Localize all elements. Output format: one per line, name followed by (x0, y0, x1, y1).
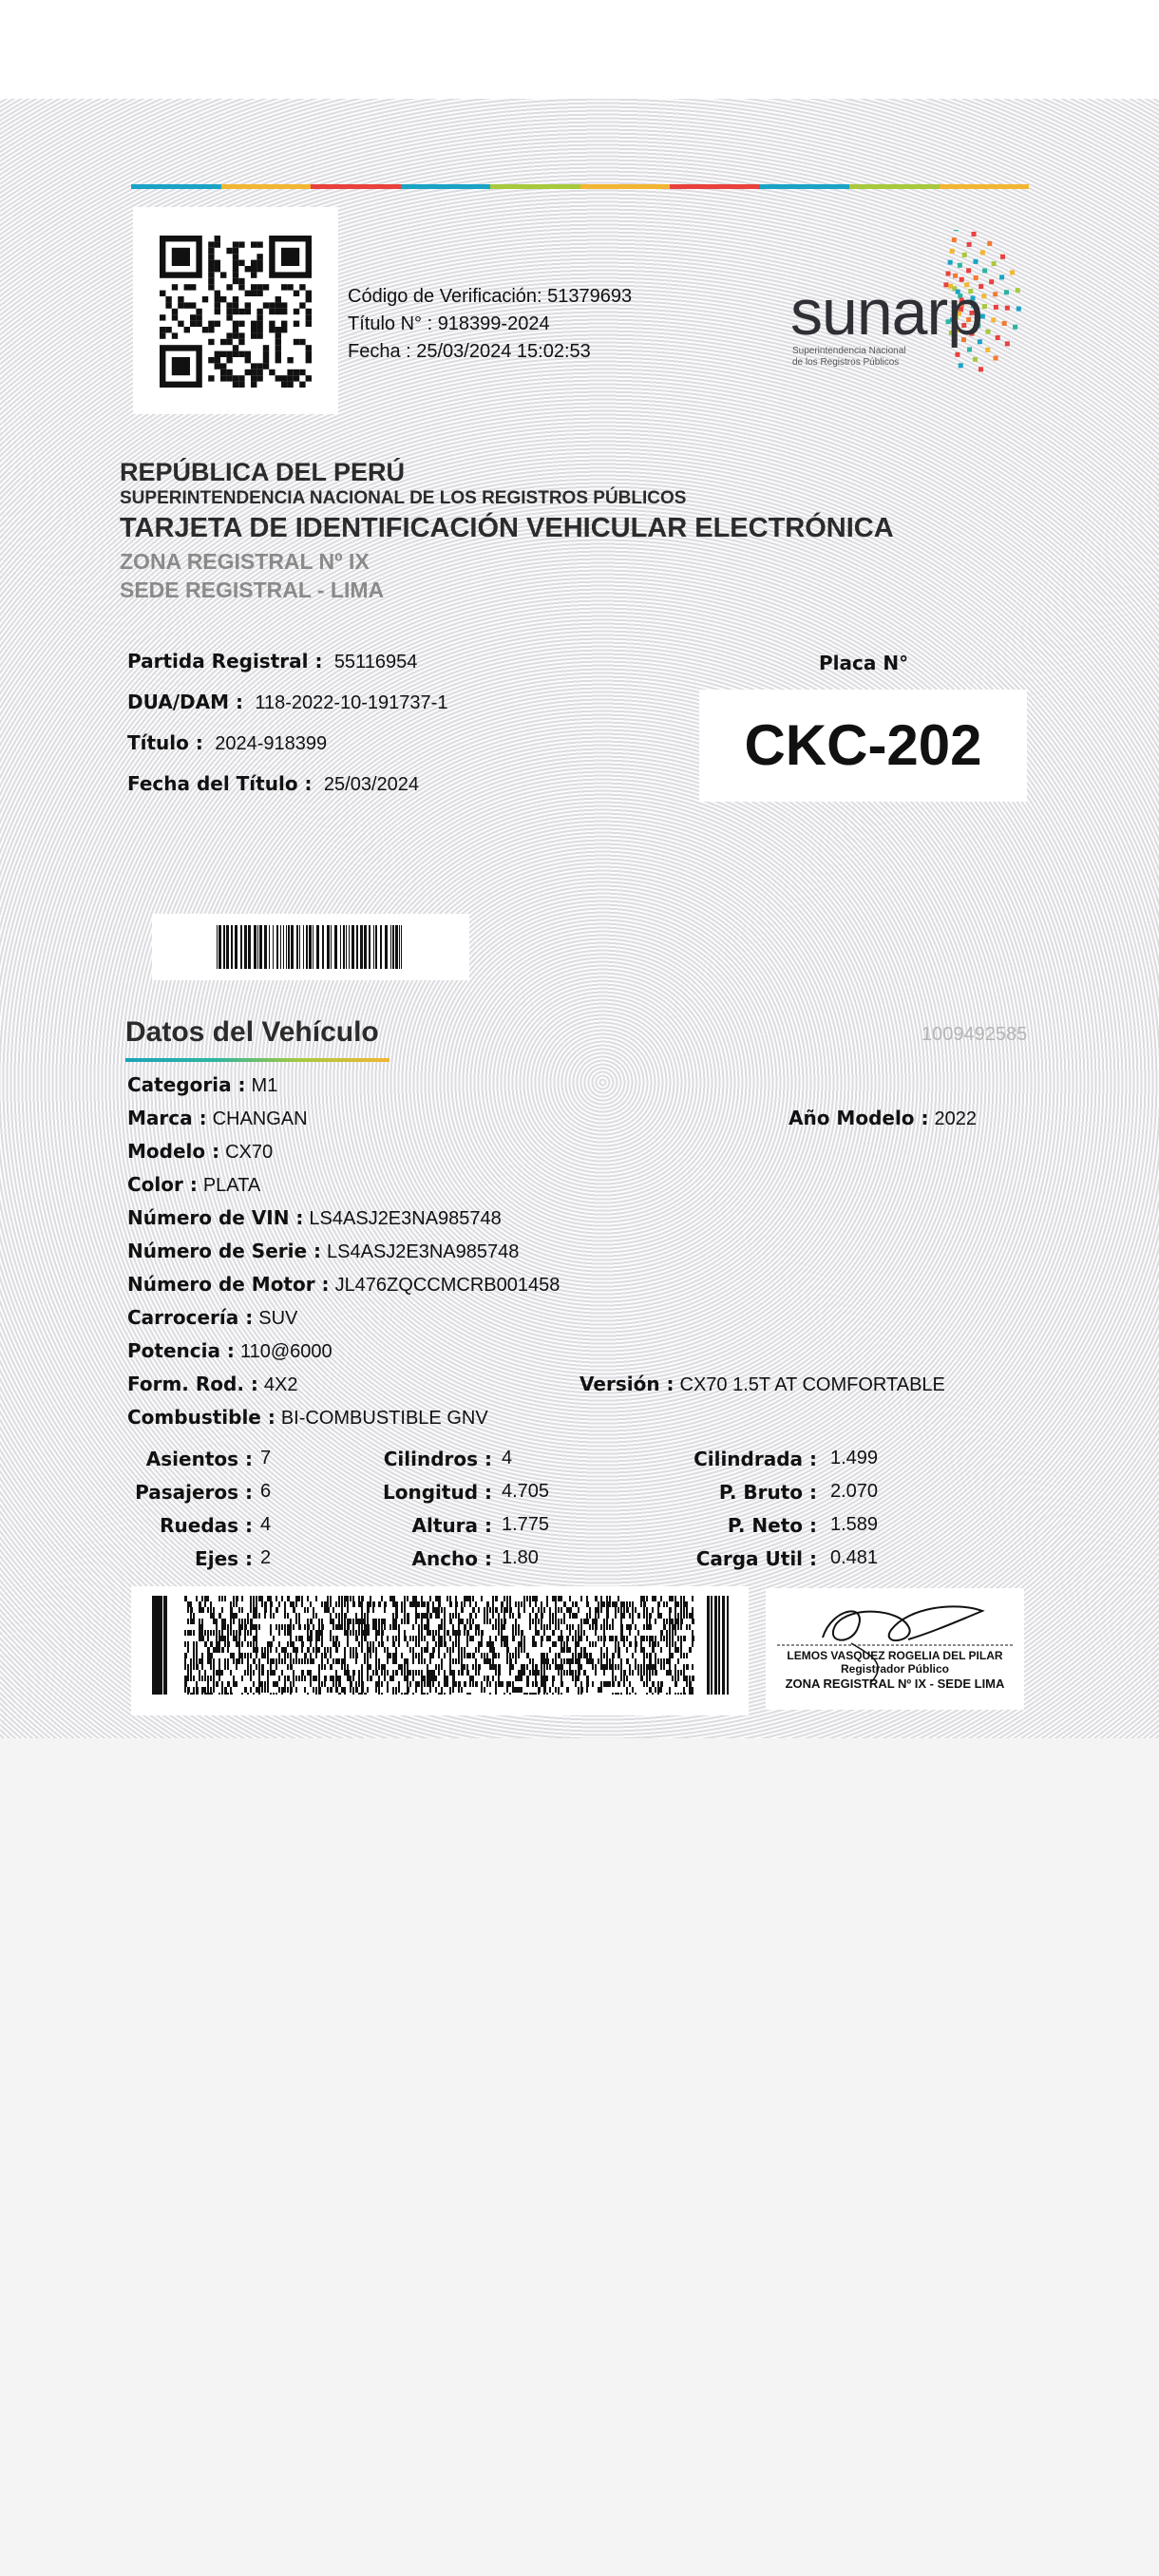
field-form-rod (127, 1373, 297, 1396)
field-fecha-titulo (127, 772, 419, 796)
value-dua: 118-2022-10-191737-1 (255, 692, 448, 713)
value-carroceria: SUV (258, 1308, 298, 1329)
label-longitud: Longitud : (383, 1481, 492, 1504)
label-ancho: Ancho : (411, 1547, 492, 1570)
label-vin: Número de VIN : (127, 1206, 304, 1229)
barcode-small-icon (217, 925, 407, 969)
label-categoria: Categoria : (127, 1073, 246, 1096)
label-ruedas: Ruedas : (160, 1514, 253, 1537)
heading-superintendencia: SUPERINTENDENCIA NACIONAL DE LOS REGISTROS PÚBLICOS (120, 488, 687, 508)
label-titulo: Título : (127, 731, 203, 754)
plate-box (699, 690, 1027, 802)
label-carroceria: Carrocería : (127, 1306, 254, 1329)
signature-icon (766, 1588, 1024, 1710)
value-longitud: 4.705 (502, 1481, 550, 1502)
value-combustible: BI-COMBUSTIBLE GNV (280, 1408, 488, 1429)
field-color (127, 1173, 260, 1197)
heading-zona: ZONA REGISTRAL Nº IX (120, 549, 370, 574)
label-version: Versión : (580, 1373, 674, 1395)
field-dua (127, 691, 447, 714)
sunarp-logo (785, 230, 1041, 372)
field-vin (127, 1206, 502, 1230)
field-motor (127, 1273, 560, 1297)
heading-tarjeta: TARJETA DE IDENTIFICACIÓN VEHICULAR ELECTRÓNICA (120, 513, 894, 543)
label-dua: DUA/DAM : (127, 691, 243, 713)
label-motor: Número de Motor : (127, 1273, 330, 1296)
label-p-neto: P. Neto : (727, 1514, 817, 1537)
barcode-small (152, 914, 469, 980)
value-version: CX70 1.5T AT COMFORTABLE (679, 1374, 945, 1395)
signature-block (766, 1588, 1024, 1710)
verification-code: Código de Verificación: 51379693 (348, 286, 633, 307)
label-altura: Altura : (411, 1514, 492, 1537)
issue-date: Fecha : 25/03/2024 15:02:53 (348, 341, 591, 362)
value-color: PLATA (202, 1175, 261, 1196)
color-stripe (131, 184, 1029, 189)
label-cilindros: Cilindros : (383, 1448, 492, 1470)
label-cilindrada: Cilindrada : (694, 1448, 817, 1470)
value-anio-modelo: 2022 (934, 1108, 977, 1129)
value-asientos: 7 (260, 1448, 272, 1468)
field-modelo (127, 1140, 273, 1164)
value-vin: LS4ASJ2E3NA985748 (309, 1208, 502, 1229)
value-p-neto: 1.589 (830, 1514, 879, 1535)
section-underline (125, 1058, 390, 1062)
label-potencia: Potencia : (127, 1339, 235, 1362)
heading-sede: SEDE REGISTRAL - LIMA (120, 578, 385, 602)
label-p-bruto: P. Bruto : (718, 1481, 817, 1504)
field-categoria (127, 1073, 277, 1097)
value-partida: 55116954 (333, 652, 418, 672)
title-number: Título N° : 918399-2024 (348, 313, 550, 334)
label-color: Color : (127, 1173, 198, 1196)
value-serie: LS4ASJ2E3NA985748 (327, 1241, 520, 1262)
field-potencia (127, 1339, 332, 1363)
section-title-vehiculo: Datos del Vehículo (125, 1016, 379, 1048)
value-p-bruto: 2.070 (830, 1481, 879, 1502)
value-ejes: 2 (260, 1547, 272, 1568)
label-modelo: Modelo : (127, 1140, 220, 1163)
label-ejes: Ejes : (195, 1547, 253, 1570)
label-serie: Número de Serie : (127, 1240, 322, 1262)
field-serie (127, 1240, 519, 1263)
logo-subtitle (792, 346, 944, 369)
plate-number: CKC-202 (744, 713, 982, 777)
field-marca (127, 1107, 308, 1130)
plate-label: Placa N° (819, 652, 909, 674)
verification-block (348, 283, 632, 366)
value-ancho: 1.80 (502, 1547, 539, 1568)
logo-subtitle-line1: Superintendencia Nacional (792, 346, 906, 356)
heading-republica: REPÚBLICA DEL PERÚ (120, 458, 406, 486)
value-altura: 1.775 (502, 1514, 550, 1535)
value-modelo: CX70 (225, 1142, 274, 1163)
field-combustible (127, 1406, 488, 1430)
value-marca: CHANGAN (212, 1108, 308, 1129)
value-cilindrada: 1.499 (830, 1448, 879, 1468)
value-carga-util: 0.481 (830, 1547, 879, 1568)
field-version (580, 1373, 945, 1396)
qr-code (133, 207, 338, 414)
qr-code-icon (160, 236, 312, 388)
label-anio-modelo: Año Modelo : (788, 1107, 929, 1129)
value-form-rod: 4X2 (263, 1374, 298, 1395)
field-partida (127, 650, 417, 673)
label-marca: Marca : (127, 1107, 207, 1129)
signature-role: Registrador Público (840, 1662, 950, 1676)
value-categoria: M1 (251, 1075, 278, 1096)
label-fecha-titulo: Fecha del Título : (127, 772, 313, 795)
label-form-rod: Form. Rod. : (127, 1373, 258, 1395)
value-titulo: 2024-918399 (215, 733, 328, 754)
barcode-pdf417-icon (152, 1596, 732, 1695)
document-number: 1009492585 (922, 1024, 1028, 1045)
logo-subtitle-line2: de los Registros Públicos (792, 357, 900, 368)
label-carga-util: Carga Util : (695, 1547, 817, 1570)
label-combustible: Combustible : (127, 1406, 276, 1429)
top-margin (0, 0, 1159, 99)
label-partida: Partida Registral : (127, 650, 323, 672)
signature-name: LEMOS VASQUEZ ROGELIA DEL PILAR (787, 1649, 1003, 1662)
label-pasajeros: Pasajeros : (135, 1481, 253, 1504)
logo-wordmark: sunarp (790, 276, 982, 349)
field-carroceria (127, 1306, 297, 1330)
vehicle-id-card (0, 99, 1159, 1738)
barcode-pdf417 (131, 1586, 749, 1715)
value-potencia: 110@6000 (239, 1341, 332, 1362)
value-pasajeros: 6 (260, 1481, 272, 1502)
value-fecha-titulo: 25/03/2024 (323, 774, 419, 795)
field-titulo (127, 731, 327, 755)
field-anio-modelo (788, 1107, 977, 1130)
value-motor: JL476ZQCCMCRB001458 (334, 1275, 560, 1296)
value-cilindros: 4 (502, 1448, 513, 1468)
value-ruedas: 4 (260, 1514, 272, 1535)
label-asientos: Asientos : (145, 1448, 253, 1470)
signature-zona: ZONA REGISTRAL Nº IX - SEDE LIMA (785, 1676, 1005, 1691)
